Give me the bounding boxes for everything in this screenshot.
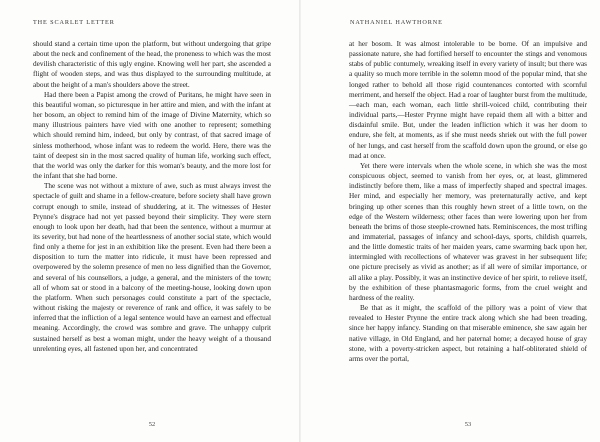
page-number-right: 53 — [464, 421, 472, 428]
running-head-right: NATHANIEL HAWTHORNE — [350, 19, 443, 26]
left-page-body — [33, 39, 271, 354]
paragraph: The scene was not without a mixture of awe, such as must always invest the spectacle of guilt and shame in a fellow-creature, before society shall have grown corrupt enough to smile, instead of shuddering, at it. The witnesses of Hester Prynne's disgrace had not yet passed beyond their simplicity. They were stern enough to look upon her death, had that been the sentence, without a murmur at its severity, but had none of the heartlessness of another social state, which would find only a theme for jest in an exhibition like the present. Even had there been a disposition to turn the matter into ridicule, it must have been repressed and overpowered by the solemn presence of men no less dignified than the Governor, and several of his counsellors, a judge, a general, and the ministers of the town; all of whom sat or stood in a balcony of the meeting-house, looking down upon the platform. When such personages could constitute a part of the spectacle, without risking the majesty or reverence of rank and office, it was safely to be inferred that the infliction of a legal sentence would have an earnest and effectual meaning. Accordingly, the crowd was sombre and grave. The unhappy culprit sustained herself as best a woman might, under the heavy weight of a thousand unrelenting eyes, all fastened upon her, and concentrated — [33, 182, 271, 353]
page-number-left: 52 — [148, 421, 156, 428]
running-head-left: THE SCARLET LETTER — [33, 19, 115, 26]
right-page — [300, 0, 600, 442]
paragraph: Yet there were intervals when the whole scene, in which she was the most conspicuous object, seemed to vanish from her eyes, or, at least, glimmered indistinctly before them, like a mass of imperfectly shaped and spectral images. Her mind, and especially her memory, was preternaturally active, and kept bringing up other scenes than this roughly hewn street of a little town, on the edge of the Western wilderness; other faces than were lowering upon her from beneath the brims of those steeple-crowned hats. Reminiscences, the most trifling and immaterial, passages of infancy and school-days, sports, childish quarrels, and the little domestic traits of her maiden years, came swarming back upon her, intermingled with recollections of whatever was gravest in her subsequent life; one picture precisely as vivid as another; as if all were of similar importance, or all alike a play. Possibly, it was an instinctive device of her spirit, to relieve itself, by the exhibition of these phantasmagoric forms, from the cruel weight and hardness of the reality. — [349, 161, 587, 302]
paragraph: at her bosom. It was almost intolerable to be borne. Of an impulsive and passionate nature, she had fortified herself to encounter the stings and venomous stabs of public contumely, wreaking itself in every variety of insult; but there was a quality so much more terrible in the solemn mood of the popular mind, that she longed rather to behold all those rigid countenances contorted with scornful merriment, and herself the object. Had a roar of laughter burst from the multitude,—each man, each woman, each little shrill-voiced child, contributing their individual parts,—Hester Prynne might have repaid them all with a bitter and disdainful smile. But, under the leaden infliction which it was her doom to endure, she felt, at moments, as if she must needs shriek out with the full power of her lungs, and cast herself from the scaffold down upon the ground, or else go mad at once. — [349, 40, 587, 160]
paragraph: Had there been a Papist among the crowd of Puritans, he might have seen in this beautiful woman, so picturesque in her attire and mien, and with the infant at her bosom, an object to remind him of the image of Divine Maternity, which so many illustrious painters have vied with one another to represent; something which should remind him, indeed, but only by contrast, of that sacred image of sinless motherhood, whose infant was to redeem the world. Here, there was the taint of deepest sin in the most sacred quality of human life, working such effect, that the world was only the darker for this woman's beauty, and the more lost for the infant that she had borne. — [33, 90, 271, 181]
right-page-body — [349, 39, 587, 364]
paragraph: should stand a certain time upon the platform, but without undergoing that gripe about the neck and confinement of the head, the proneness to which was the most devilish characteristic of this ugly engine. Knowing well her part, she ascended a flight of wooden steps, and was thus displayed to the surrounding multitude, at about the height of a man's shoulders above the street. — [33, 40, 271, 89]
paragraph: Be that as it might, the scaffold of the pillory was a point of view that revealed to Hester Prynne the entire track along which she had been treading, since her happy infancy. Standing on that miserable eminence, she saw again her native village, in Old England, and her paternal home; a decayed house of gray stone, with a poverty-stricken aspect, but retaining a half-obliterated shield of arms over the portal, — [349, 304, 587, 363]
